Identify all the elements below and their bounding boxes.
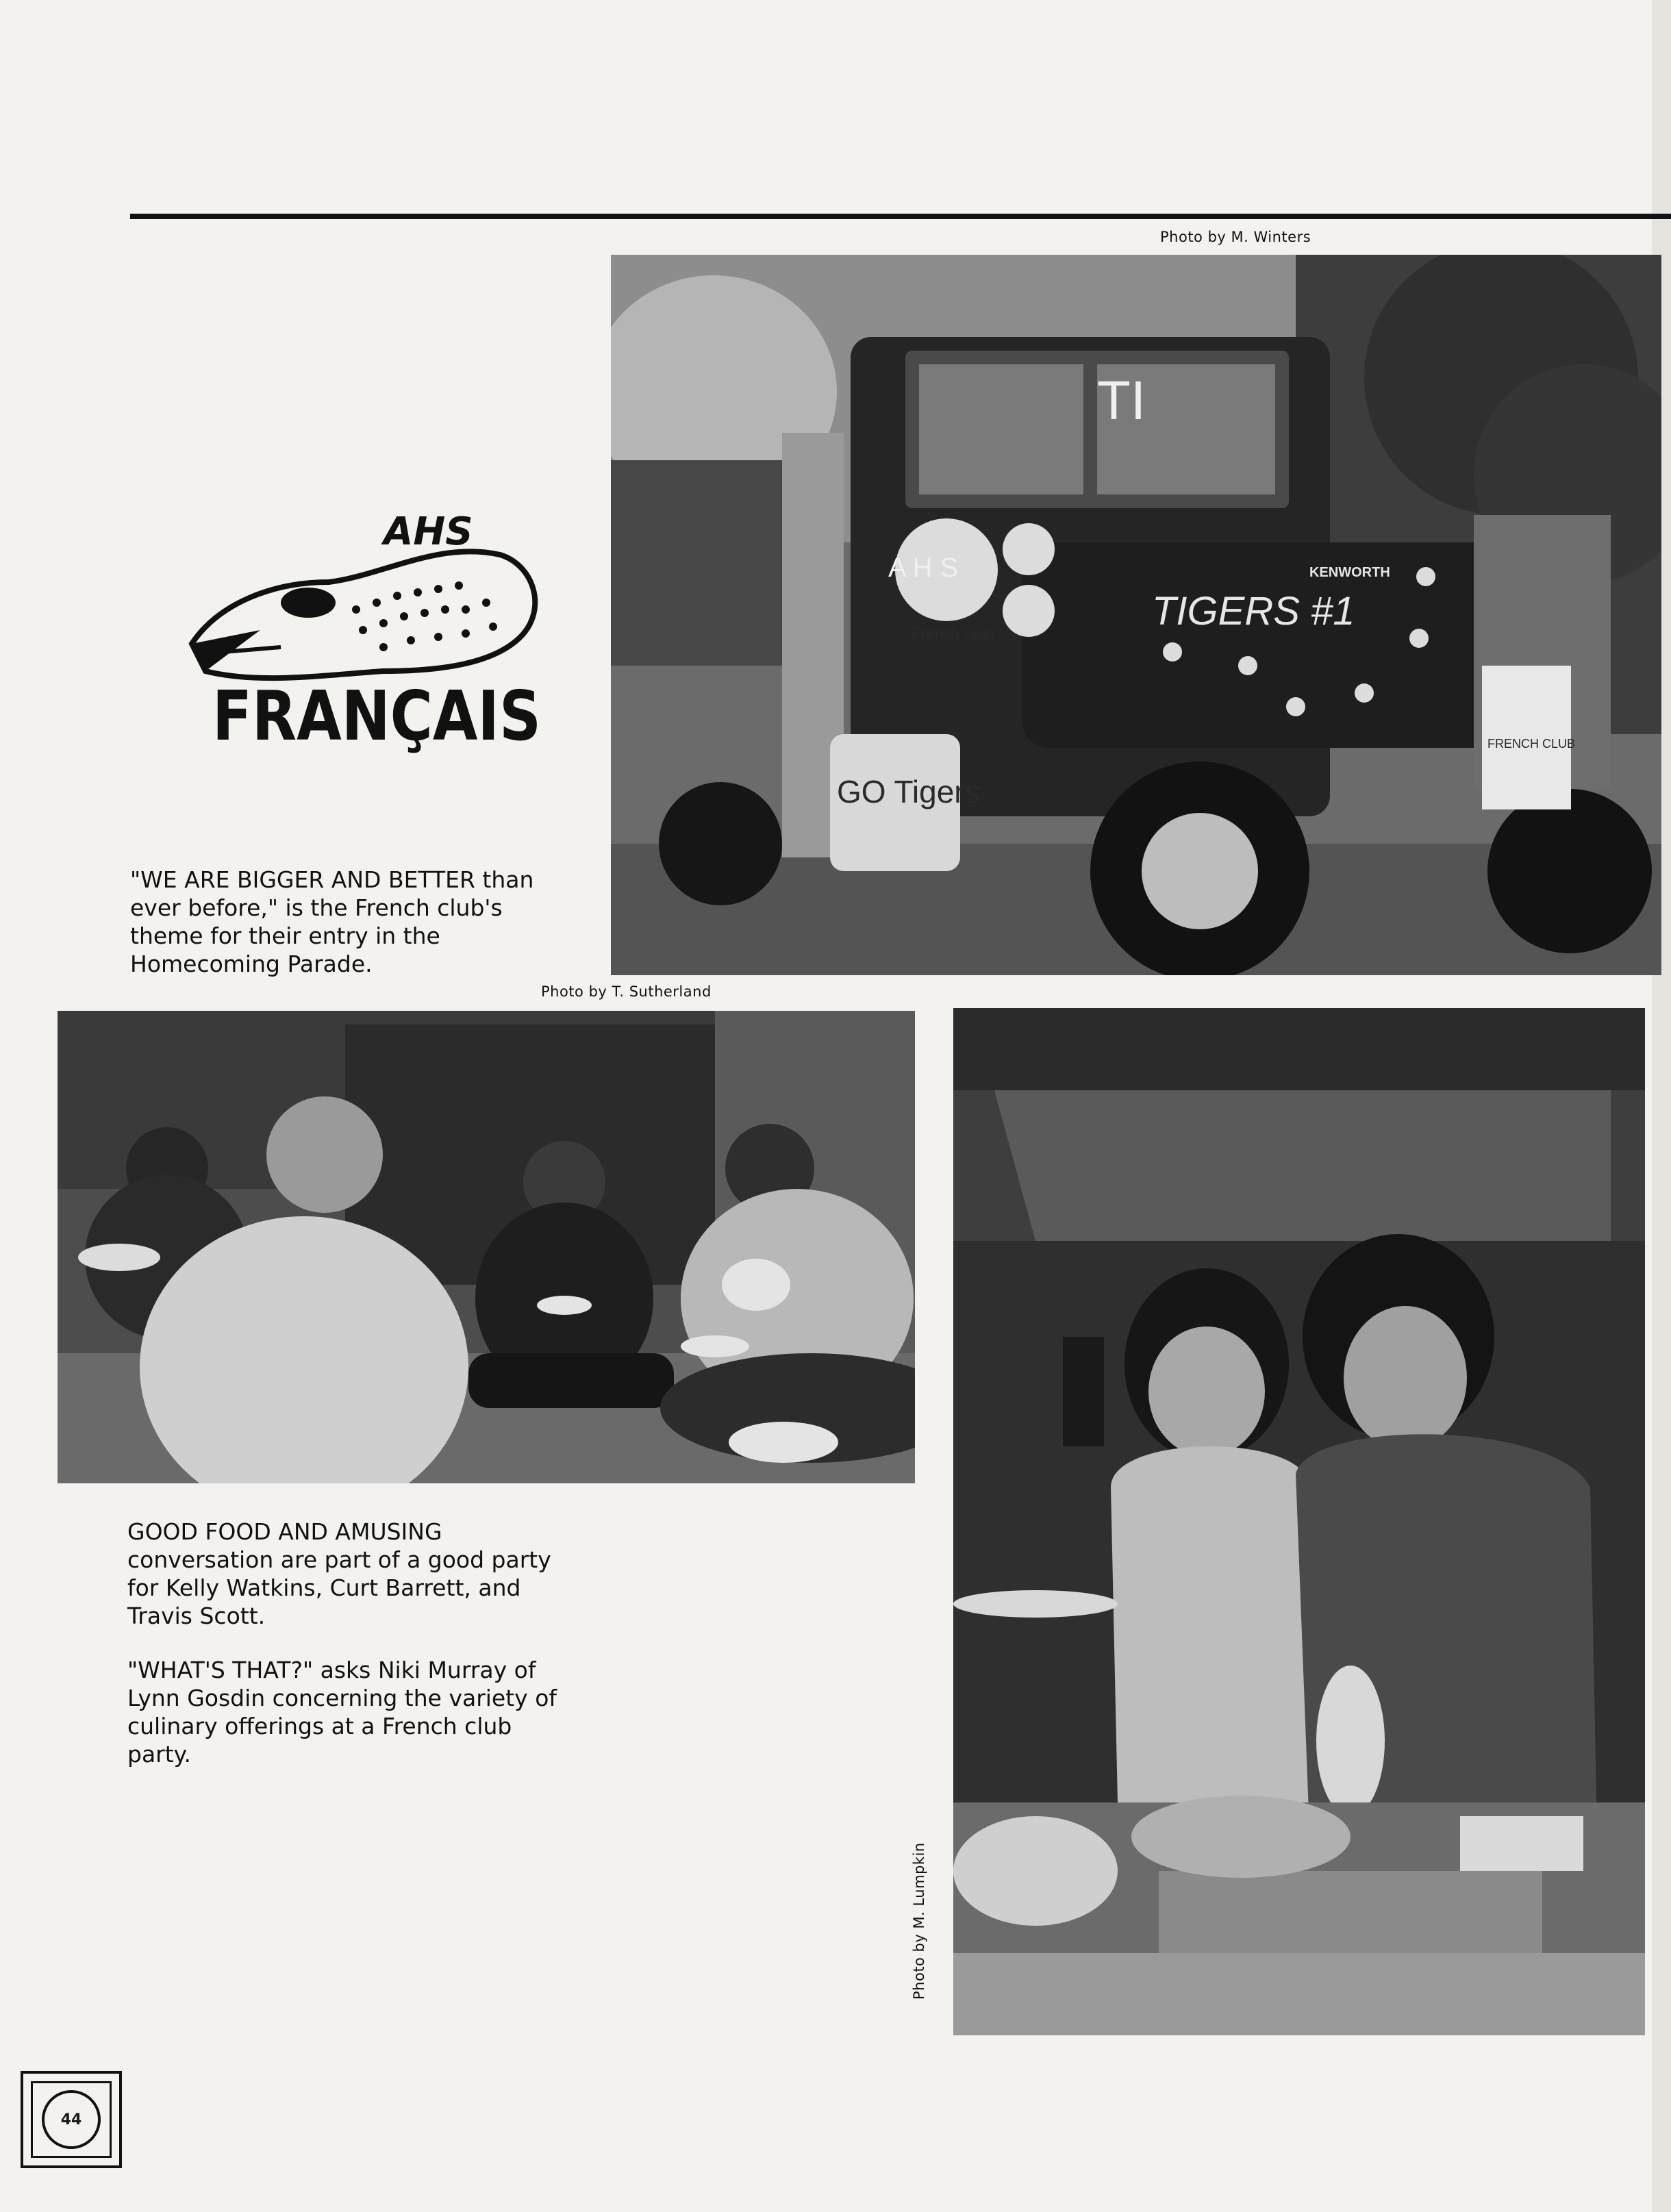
logo-ahs-text: AHS xyxy=(384,510,473,554)
photo-credit-truck: Photo by M. Winters xyxy=(1160,229,1311,245)
truck-door-sign: French Club xyxy=(912,625,994,642)
page-number-box xyxy=(21,2071,122,2168)
photo-credit-kitchen: Photo by M. Lumpkin xyxy=(911,1842,927,2000)
caption-kitchen-text: "WHAT'S THAT?" asks Niki Murray of Lynn Gosdin concerning the variety of culinary offerings at a French club party. xyxy=(127,1657,557,1768)
truck-side-sign: TIGERS #1 xyxy=(1152,589,1355,633)
windshield-letters: TI xyxy=(1097,370,1146,431)
caption-parade-text: "WE ARE BIGGER AND BETTER than ever before," is the French club's theme for their entry in the Homecoming Parade. xyxy=(130,866,534,977)
page-number: 44 xyxy=(42,2090,101,2149)
page-number-frame xyxy=(31,2081,112,2158)
caption-block-party xyxy=(127,1518,579,1794)
header-rule xyxy=(130,214,1671,219)
photo-credit-party: Photo by T. Sutherland xyxy=(541,983,712,1000)
photo-party-floor xyxy=(58,1011,915,1483)
caption-party-text: GOOD FOOD AND AMUSING conversation are part of a good party for Kelly Watkins, Curt Barrett, and Travis Scott. xyxy=(127,1518,551,1629)
caption-parade xyxy=(130,866,579,1004)
logo-francais-text: FRANÇAIS xyxy=(212,676,541,756)
go-tigers-sign: GO Tigers xyxy=(837,774,981,809)
ahs-francais-logo xyxy=(178,500,562,767)
truck-door-letters: A H S xyxy=(888,553,959,583)
french-club-placard: FRENCH CLUB xyxy=(1487,737,1576,751)
photo-kitchen-serving xyxy=(953,1008,1645,2035)
photo-parade-truck xyxy=(611,255,1661,975)
truck-brand-badge: KENWORTH xyxy=(1309,565,1390,580)
